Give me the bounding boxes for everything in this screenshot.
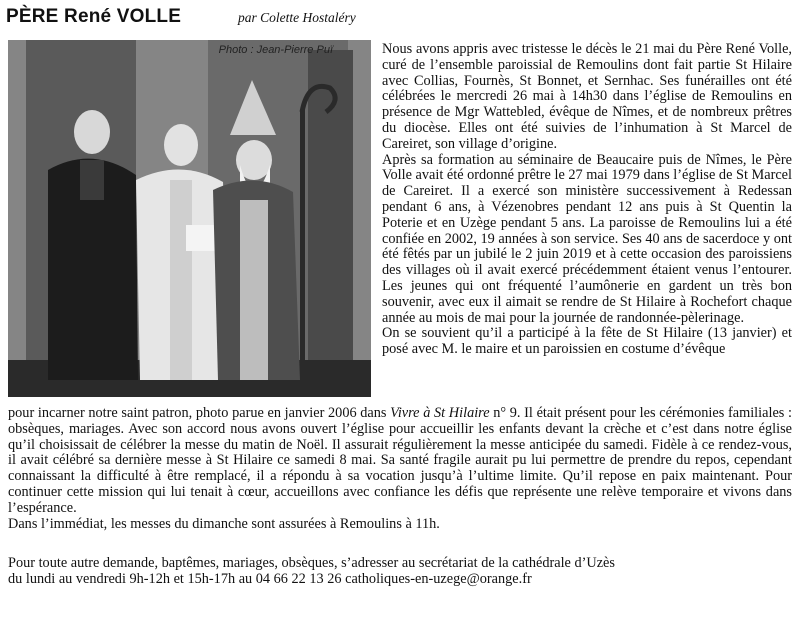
article-fullwidth [8,406,792,532]
author-byline: par Colette Hostaléry [238,10,356,25]
contact-line-2: du lundi au vendredi 9h-12h et 15h-17h au 04 66 22 13 26 catholiques-en-uzege@orange.fr [8,570,532,587]
paragraph-masses: Dans l’immédiat, les messes du dimanche sont assurées à Remoulins à 11h. [8,515,440,532]
paragraph-career: Après sa formation au séminaire de Beaucaire puis de Nîmes, le Père Volle avait été ordonné prêtre le 27 mai 1979 dans l’église de St Marcel de Careiret. Il a exercé son ministère successivement à Redessan pendant 6 ans, à Vézenobres pendant 12 ans puis à St Quentin la Poterie et en Uzège pendant 5 ans. La paroisse de Remoulins lui a été confiée en 2002, 19 années à son service. Ses 40 ans de sacerdoce y ont été fêtés par un jubilé le 2 juin 2019 et à cette occasion des paroissiens des villages où il avait exercé précédemment étaient venus l’entourer. Les jeunes qui ont fréquenté l’aumônerie en gardent un très bon souvenir, avec eux il aimait se rendre de St Hilaire à Rochefort chaque année au mois de mai pour la journée de randonnée-pèlerinage. [382,151,792,326]
contact-line-1: Pour toute autre demande, baptêmes, mariages, obsèques, s’adresser au secrétariat de la cathédrale d’Uzès [8,555,615,571]
memory-text-after: n° 9. Il était présent pour les cérémonies familiales : obsèques, mariages. Avec son accord nous avons ouvert l’église pour accueillir les enfants devant la crèche et c’est dans notre église qu’il choisissait de célébrer la messe du matin de Noël. Il assurait régulièrement la messe anticipée du samedi. Fidèle à ce rendez-vous, il avait célébré sa dernière messe à St Hilaire ce samedi 8 mai. Sa santé fragile aurait pu lui permettre de prendre du repos, cependant connaissant la difficulté à être remplacé, il a répondu à sa vocation jusqu’à l’ultime limite. Qu’il repose en paix maintenant. Pour continuer cette mission qui lui tenait à cœur, accueillons avec confiance les défis que représente une relève temporaire et vivons dans l’espérance. [8,405,792,516]
paragraph-memory-start: On se souvient qu’il a participé à la fête de St Hilaire (13 janvier) et posé avec M. le maire et un paroissien en costume d’évêque [382,325,792,358]
contact-block [8,556,792,588]
article-photo [8,40,371,397]
photo-credit: Photo : Jean-Pierre Puï [218,44,333,56]
publication-title: Vivre à St Hilaire [390,405,490,421]
article-column [382,42,792,358]
paragraph-memory-continued [8,406,792,517]
paragraph-funeral: Nous avons appris avec tristesse le décès le 21 mai du Père René Volle, curé de l’ensemble paroissial de Remoulins dont fait partie St Hilaire avec Collias, Fournès, St Bonnet, et Sernhac. Ses funérailles ont été célébrées le mercredi 26 mai à 14h30 dans l’église de Remoulins en présence de Mgr Wattebled, évêque de Nîmes, et de nombreux prêtres du diocèse. Elles ont été suivies de l’inhumation à St Marcel de Careiret, son village d’origine. [382,41,792,152]
photo-illustration [8,40,371,397]
page-title: PÈRE René VOLLE [6,6,182,27]
memory-text-before: pour incarner notre saint patron, photo parue en janvier 2006 dans [8,405,391,421]
